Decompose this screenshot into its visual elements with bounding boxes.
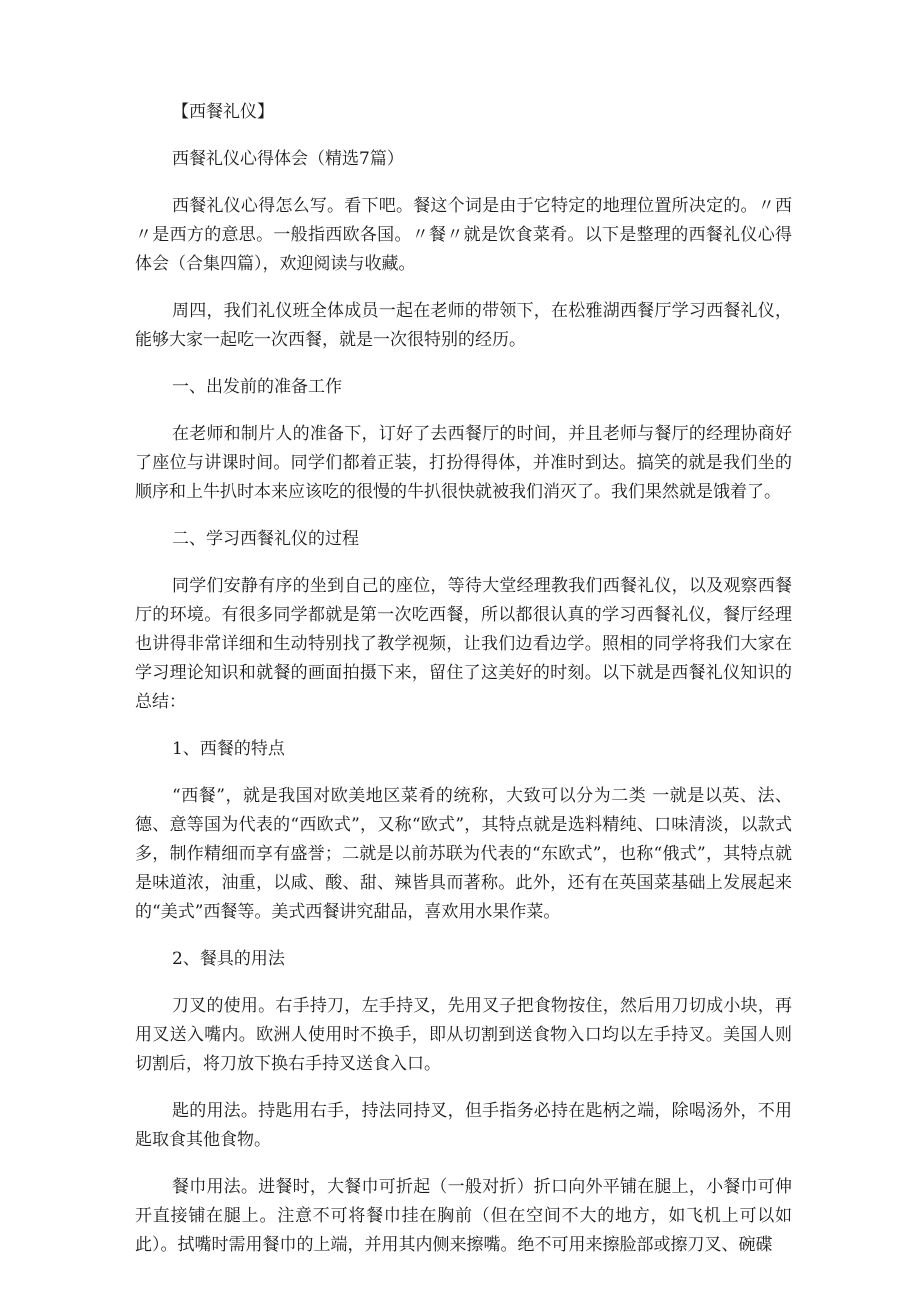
spoon-paragraph: 匙的用法。持匙用右手，持法同持叉，但手指务必持在匙柄之端，除喝汤外，不用匙取食其他食物。 bbox=[135, 1101, 792, 1150]
subsection-heading-features: 1、西餐的特点 bbox=[172, 739, 285, 759]
bracket-title: 【西餐礼仪】 bbox=[172, 102, 274, 122]
document-body bbox=[135, 98, 792, 1260]
knife-fork-paragraph: 刀叉的使用。右手持刀，左手持叉，先用叉子把食物按住，然后用刀切成小块，再用叉送入嘴内。欧洲人使用时不换手，即从切割到送食物入口均以左手持叉。美国人则切割后，将刀放下换右手持叉送食入口。 bbox=[135, 996, 792, 1074]
subsection-heading-tableware: 2、餐具的用法 bbox=[172, 949, 285, 969]
intro-paragraph: 西餐礼仪心得怎么写。看下吧。餐这个词是由于它特定的地理位置所决定的。〃西〃是西方的意思。一般指西欧各国。〃餐〃就是饮食菜肴。以下是整理的西餐礼仪心得体会（合集四篇），欢迎阅读与收藏。 bbox=[135, 196, 792, 274]
learning-paragraph: 同学们安静有序的坐到自己的座位，等待大堂经理教我们西餐礼仪，以及观察西餐厅的环境。有很多同学都就是第一次吃西餐，所以都很认真的学习西餐礼仪，餐厅经理也讲得非常详细和生动特别找了教学视频，让我们边看边学。照相的同学将我们大家在学习理论知识和就餐的画面拍摄下来，留住了这美好的时刻。以下就是西餐礼仪知识的总结： bbox=[135, 576, 792, 712]
event-paragraph: 周四，我们礼仪班全体成员一起在老师的带领下，在松雅湖西餐厅学习西餐礼仪，能够大家一起吃一次西餐，就是一次很特别的经历。 bbox=[135, 301, 792, 350]
section-heading-learning: 二、学习西餐礼仪的过程 bbox=[172, 529, 359, 549]
section-heading-preparation: 一、出发前的准备工作 bbox=[172, 377, 342, 397]
napkin-paragraph: 餐巾用法。进餐时，大餐巾可折起（一般对折）折口向外平铺在腿上，小餐巾可伸开直接铺在腿上。注意不可将餐巾挂在胸前（但在空间不大的地方，如飞机上可以如此）。拭嘴时需用餐巾的上端，并用其内侧来擦嘴。绝不可用来擦脸部或擦刀叉、碗碟 bbox=[135, 1177, 792, 1255]
features-paragraph: “西餐”，就是我国对欧美地区菜肴的统称，大致可以分为二类 一就是以英、法、德、意等国为代表的“西欧式”，又称“欧式”，其特点就是选料精纯、口味清淡，以款式多，制作精细而享有盛誉；二就是以前苏联为代表的“东欧式”，也称“俄式”，其特点就是味道浓，油重，以咸、酸、甜、辣皆具而著称。此外，还有在英国菜基础上发展起来的“美式”西餐等。美式西餐讲究甜品，喜欢用水果作菜。 bbox=[135, 786, 792, 922]
document-title: 西餐礼仪心得体会（精选7篇） bbox=[172, 149, 404, 169]
preparation-paragraph: 在老师和制片人的准备下，订好了去西餐厅的时间，并且老师与餐厅的经理协商好了座位与讲课时间。同学们都着正装，打扮得得体，并准时到达。搞笑的就是我们坐的顺序和上牛扒时本来应该吃的很慢的牛扒很快就被我们消灭了。我们果然就是饿着了。 bbox=[135, 424, 792, 502]
